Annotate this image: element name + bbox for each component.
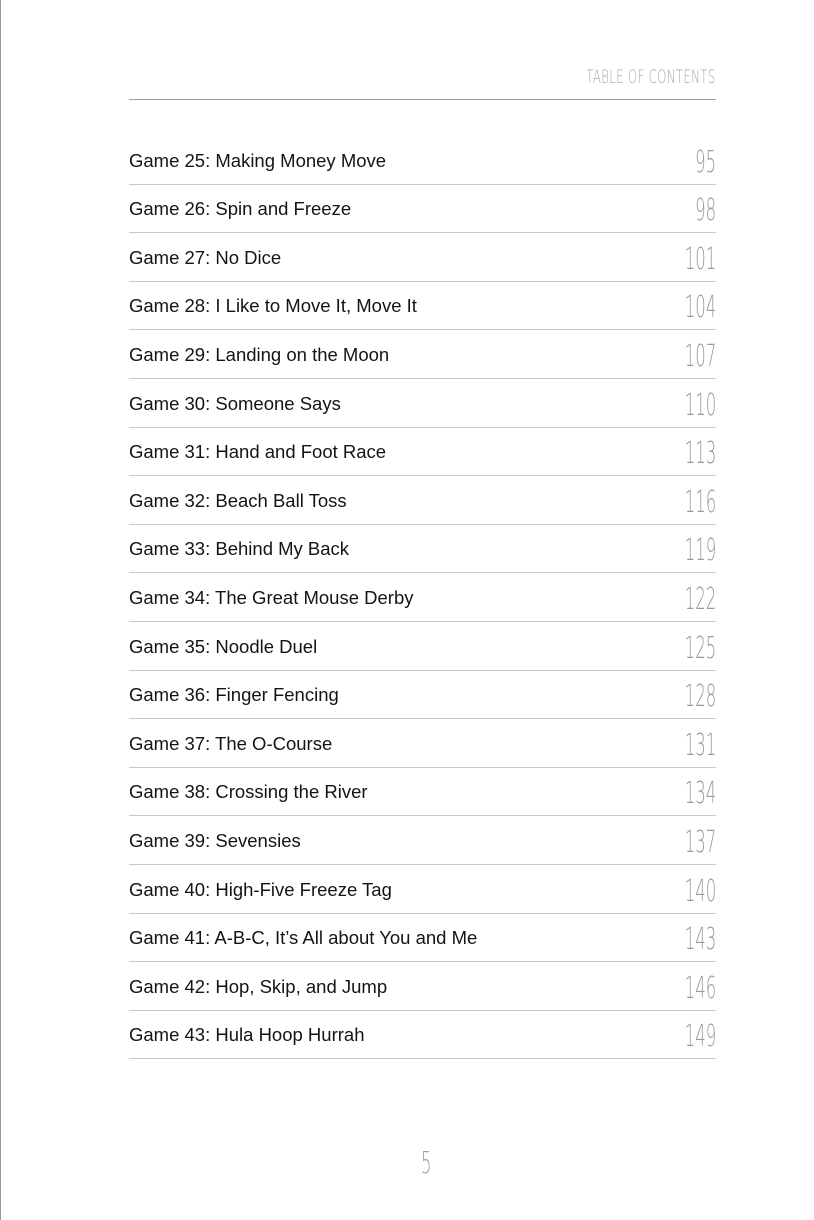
toc-entry[interactable] <box>129 622 716 671</box>
toc-entry-title: Game 31: Hand and Foot Race <box>129 441 387 463</box>
book-page: TABLE OF CONTENTS Game 25: Making Money Move 95 Game 26: Spin and Freeze 98 Game 27: No Dice 101 Game 28: I Like to Move It, Move It 104 Game 29: Landing on the Moon 107 Game 30: Someone Says 110 Game 31: Hand and Foot Race 113 Game 32: Beach Ball Toss 116 Game 33: Behind My Back 119 Game 34: The Great Mouse Derby 122 Game 35: Noodle Duel 125 Game 36: Finger Fencing 128 Game 37: The O-Course 131 Game 38: Crossing the River 134 Game 39: Sevensies 137 Game 40: High-Five Freeze Tag 140 Game 41: A-B-C, It’s All about You and Me 143 Game 42: Hop, Skip, and Jump 146 Game 43: Hula Hoop Hurrah 149 5 <box>129 66 716 1181</box>
toc-entry-title: Game 34: The Great Mouse Derby <box>129 586 414 608</box>
toc-entry[interactable] <box>129 379 716 428</box>
toc-entry-title: Game 39: Sevensies <box>129 829 301 851</box>
toc-entry-page: 101 <box>684 241 716 277</box>
toc-entry-title: Game 38: Crossing the River <box>129 781 368 803</box>
toc-entry[interactable] <box>129 476 716 525</box>
toc-entry-title: Game 41: A-B-C, It’s All about You and Me <box>129 927 478 949</box>
toc-entry[interactable] <box>129 525 716 574</box>
toc-entry-title: Game 27: No Dice <box>129 246 282 268</box>
header-divider <box>129 99 716 100</box>
toc-entry-page: 137 <box>684 824 716 860</box>
toc-entry[interactable] <box>129 185 716 234</box>
toc-entry-page: 110 <box>684 387 716 423</box>
toc-entry-title: Game 36: Finger Fencing <box>129 684 339 706</box>
toc-entry[interactable] <box>129 282 716 331</box>
toc-entry-title: Game 26: Spin and Freeze <box>129 198 352 220</box>
toc-entry-title: Game 28: I Like to Move It, Move It <box>129 295 417 317</box>
toc-entry-page: 95 <box>694 144 716 180</box>
toc-entry[interactable] <box>129 233 716 282</box>
toc-entry-page: 146 <box>684 970 716 1006</box>
toc-entry[interactable] <box>129 330 716 379</box>
toc-entry-page: 128 <box>684 679 716 715</box>
toc-entry-title: Game 37: The O-Course <box>129 732 333 754</box>
toc-entry[interactable] <box>129 1011 716 1060</box>
toc-entry-title: Game 25: Making Money Move <box>129 149 387 171</box>
toc-entry-page: 116 <box>684 484 716 520</box>
page-edge-line <box>0 0 1 1220</box>
toc-entry-page: 143 <box>684 922 716 958</box>
toc-entry[interactable] <box>129 768 716 817</box>
toc-entry-page: 98 <box>694 193 716 229</box>
toc-entry-page: 134 <box>684 776 716 812</box>
toc-entry-page: 125 <box>684 630 716 666</box>
toc-entry[interactable] <box>129 671 716 720</box>
toc-entry-title: Game 29: Landing on the Moon <box>129 343 390 365</box>
toc-entry-title: Game 32: Beach Ball Toss <box>129 489 347 511</box>
toc-entry-page: 131 <box>684 727 716 763</box>
toc-entry-page: 119 <box>684 533 716 569</box>
toc-entry-page: 122 <box>684 581 716 617</box>
toc-entry[interactable] <box>129 914 716 963</box>
toc-entry-page: 107 <box>684 338 716 374</box>
toc-entry-title: Game 42: Hop, Skip, and Jump <box>129 975 388 997</box>
toc-entry[interactable] <box>129 573 716 622</box>
toc-entry-page: 149 <box>684 1019 716 1055</box>
toc-entry[interactable] <box>129 428 716 477</box>
toc-entry[interactable] <box>129 816 716 865</box>
toc-entry[interactable] <box>129 136 716 185</box>
running-header: TABLE OF CONTENTS <box>586 66 716 88</box>
table-of-contents <box>129 136 716 1059</box>
toc-entry-title: Game 30: Someone Says <box>129 392 341 414</box>
toc-entry[interactable] <box>129 865 716 914</box>
toc-entry[interactable] <box>129 719 716 768</box>
toc-entry-title: Game 43: Hula Hoop Hurrah <box>129 1024 365 1046</box>
toc-entry-page: 140 <box>684 873 716 909</box>
toc-entry-page: 104 <box>684 290 716 326</box>
toc-entry[interactable] <box>129 962 716 1011</box>
toc-entry-page: 113 <box>684 436 716 472</box>
toc-entry-title: Game 35: Noodle Duel <box>129 635 318 657</box>
toc-entry-title: Game 33: Behind My Back <box>129 538 350 560</box>
toc-entry-title: Game 40: High-Five Freeze Tag <box>129 878 392 900</box>
